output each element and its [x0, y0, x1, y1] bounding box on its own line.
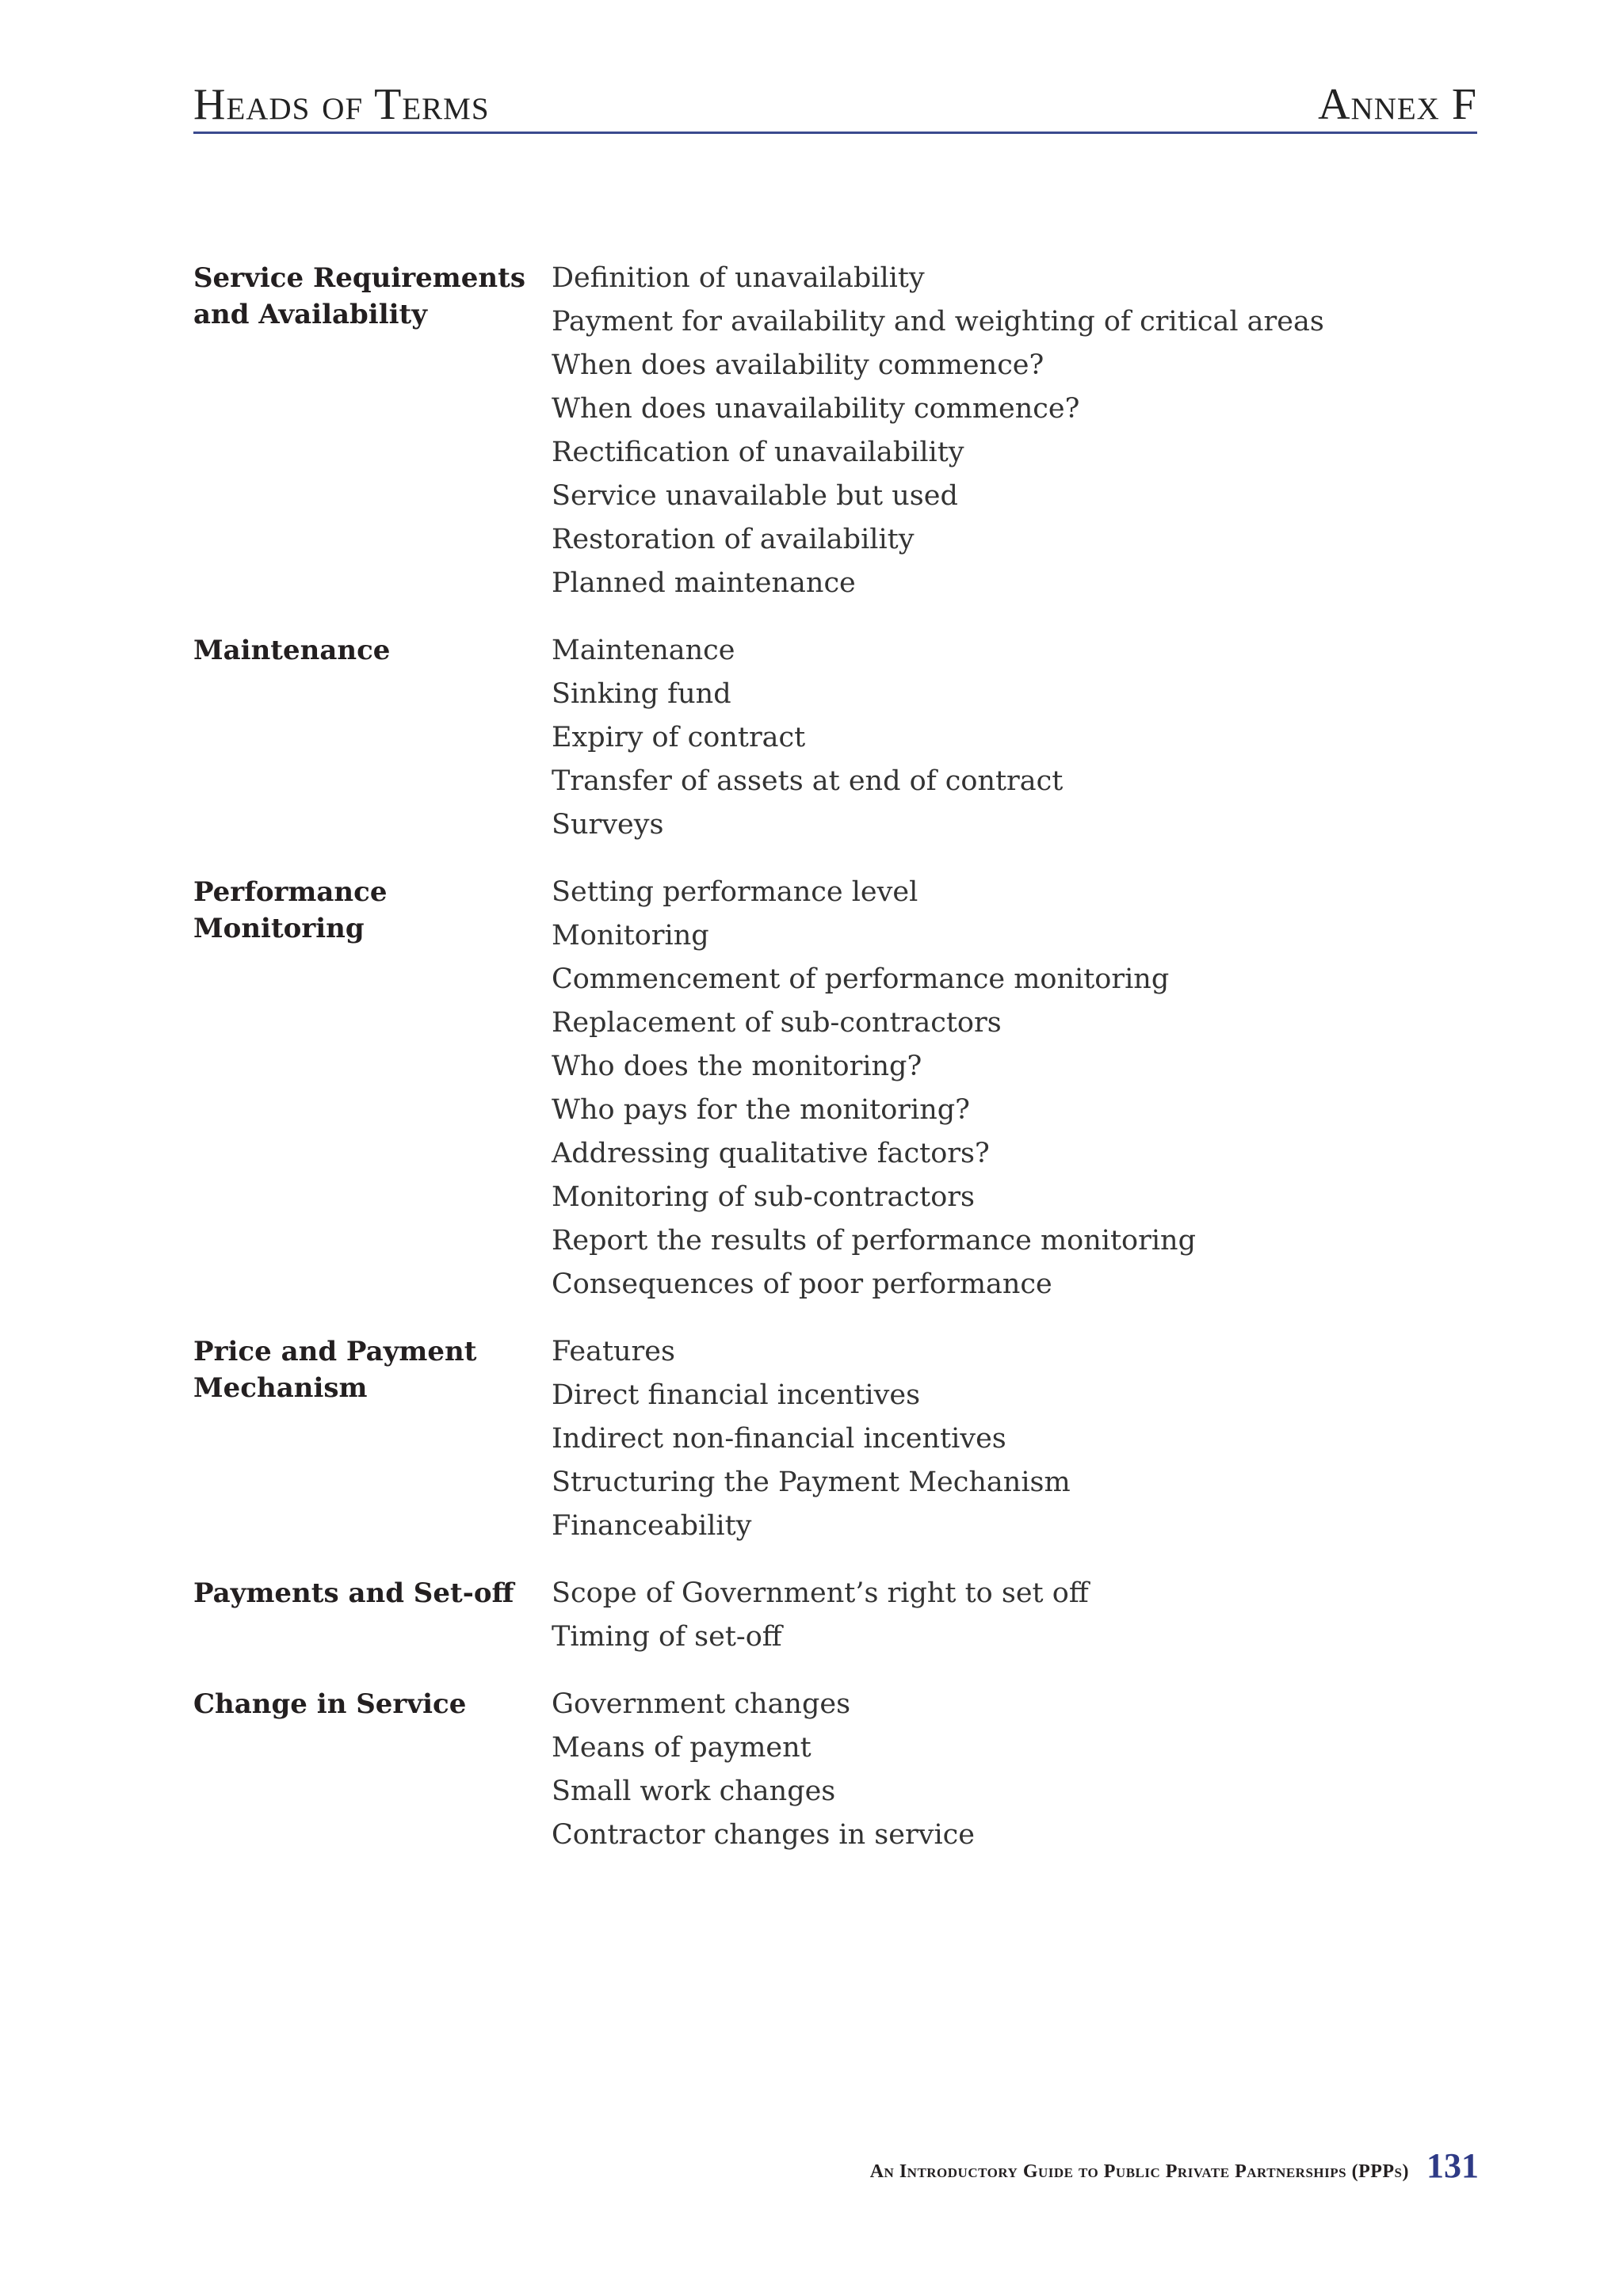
list-item: Contractor changes in service [552, 1819, 975, 1851]
section-change-in-service [193, 1683, 1477, 1857]
list-item: When does availability commence? [552, 349, 1044, 381]
section-heading: Service Requirements and Availability [193, 262, 525, 330]
list-item: When does unavailability commence? [552, 393, 1080, 425]
list-item: Rectification of unavailability [552, 437, 964, 468]
section-heading: Performance Monitoring [193, 876, 388, 944]
list-item: Indirect non-financial incentives [552, 1423, 1006, 1455]
list-item: Restoration of availability [552, 524, 915, 555]
section-payments-setoff [193, 1572, 1477, 1659]
section-heading: Maintenance [193, 635, 391, 666]
section-performance-monitoring [193, 871, 1477, 1306]
list-item: Consequences of poor performance [552, 1268, 1052, 1300]
section-items [552, 1572, 1089, 1659]
page-number: 131 [1426, 2146, 1479, 2185]
list-item: Who pays for the monitoring? [552, 1094, 970, 1126]
list-item: Features [552, 1336, 675, 1367]
section-items [552, 257, 1324, 605]
list-item: Who does the monitoring? [552, 1051, 922, 1082]
section-items [552, 1683, 975, 1857]
footer-guide-title: An Introductory Guide to Public Private Partnerships (PPPs) [869, 2161, 1409, 2182]
list-item: Structuring the Payment Mechanism [552, 1466, 1071, 1498]
list-item: Timing of set-off [552, 1621, 782, 1653]
list-item: Direct financial incentives [552, 1379, 921, 1411]
list-item: Replacement of sub-contractors [552, 1007, 1002, 1039]
list-item: Service unavailable but used [552, 480, 958, 512]
header-title: Heads of Terms [193, 80, 490, 129]
list-item: Government changes [552, 1688, 851, 1720]
section-maintenance [193, 629, 1477, 847]
section-items [552, 871, 1196, 1306]
list-item: Financeability [552, 1510, 752, 1542]
list-item: Definition of unavailability [552, 262, 925, 294]
list-item: Monitoring [552, 920, 709, 952]
header-annex: Annex F [1318, 80, 1477, 129]
page-header [193, 79, 1477, 134]
section-heading: Payments and Set-off [193, 1577, 514, 1609]
section-heading: Price and Payment Mechanism [193, 1336, 477, 1404]
list-item: Commencement of performance monitoring [552, 963, 1170, 995]
list-item: Setting performance level [552, 876, 918, 908]
list-item: Transfer of assets at end of contract [552, 765, 1064, 797]
list-item: Report the results of performance monitoring [552, 1225, 1196, 1257]
section-items [552, 629, 1063, 847]
section-service-requirements [193, 257, 1477, 605]
terms-sections [193, 257, 1477, 1881]
list-item: Monitoring of sub-contractors [552, 1181, 975, 1213]
page-footer [870, 2145, 1479, 2186]
section-items [552, 1330, 1071, 1548]
list-item: Sinking fund [552, 678, 731, 710]
list-item: Surveys [552, 809, 664, 841]
list-item: Scope of Government’s right to set off [552, 1577, 1089, 1609]
list-item: Maintenance [552, 635, 735, 666]
list-item: Payment for availability and weighting of critical areas [552, 306, 1324, 338]
list-item: Means of payment [552, 1732, 812, 1764]
list-item: Small work changes [552, 1775, 836, 1807]
section-heading: Change in Service [193, 1688, 467, 1720]
section-price-payment [193, 1330, 1477, 1548]
list-item: Addressing qualitative factors? [552, 1138, 990, 1169]
list-item: Planned maintenance [552, 567, 856, 599]
list-item: Expiry of contract [552, 722, 806, 753]
